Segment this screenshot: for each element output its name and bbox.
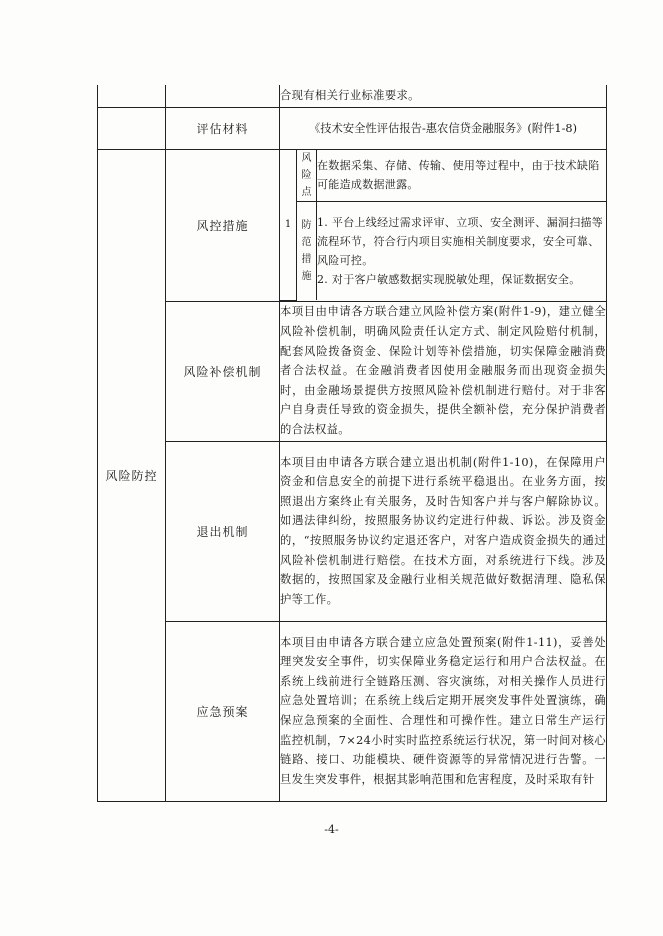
emergency-text: 本项目由申请各方联合建立应急处置预案(附件1-11)，妥善处理突发安全事件，切实保障业务稳定运行和用户合法权益。在系统上线前进行全链路压测、容灾演练，对相关操作人员进行应急处置培训；在系统上线后定期开展突发事件处置演练，确保应急预案的全面性、合理性和可操作性。建立日常生产运行监控机制，7×24小时实时监控系统运行状况，第一时间对核心链路、接口、功能模块、硬件资源等的异常情况进行告警。一旦发生突发事件，根据其影响范围和危害程度，及时采取有针 bbox=[280, 621, 607, 801]
inner-row bbox=[280, 201, 606, 300]
table-row bbox=[98, 149, 607, 301]
emergency-label: 应急预案 bbox=[166, 621, 280, 801]
table-row bbox=[98, 621, 607, 801]
eval-value: 《技术安全性评估报告-惠农信贷金融服务》(附件1-8) bbox=[280, 107, 607, 149]
table-row bbox=[98, 85, 607, 107]
eval-label: 评估材料 bbox=[166, 107, 280, 149]
risk-number: 1 bbox=[280, 150, 297, 301]
prevention-text-2: 2. 对于客户敏感数据实现脱敏处理，保证数据安全。 bbox=[317, 272, 581, 286]
risk-control-label: 风控措施 bbox=[166, 149, 280, 301]
risk-point-label: 风险点 bbox=[301, 152, 312, 198]
page-number: -4- bbox=[324, 823, 339, 836]
risk-control-cell bbox=[280, 149, 607, 301]
compensation-text: 本项目由申请各方联合建立风险补偿方案(附件1-9)，建立健全风险补偿机制，明确风险责任认定方式、制定风险赔付机制，配套风险拨备资金、保险计划等补偿措施，切实保障金融消费者合法权益。在金融消费者因使用金融服务而出现资金损失时，由金融场景提供方按照风险补偿机制进行赔付。对于非客户自身责任导致的资金损失，提供全额补偿，充分保护消费者的合法权益。 bbox=[280, 301, 607, 441]
table-row bbox=[98, 301, 607, 441]
inner-row bbox=[280, 150, 606, 202]
risk-control-inner-table bbox=[280, 150, 606, 301]
section-label: 风险防控 bbox=[98, 149, 166, 801]
table-row bbox=[98, 107, 607, 149]
risk-point-text: 在数据采集、存储、传输、使用等过程中，由于技术缺陷可能造成数据泄露。 bbox=[317, 150, 607, 202]
compensation-label: 风险补偿机制 bbox=[166, 301, 280, 441]
prevention-label: 防范措施 bbox=[301, 219, 312, 282]
exit-text: 本项目由申请各方联合建立退出机制(附件1-10)，在保障用户资金和信息安全的前提下进行系统平稳退出。在业务方面，按照退出方案终止有关服务，及时告知客户并与客户解除协议。如遇法律纠纷，按照服务协议约定进行仲裁、诉讼。涉及资金的，“按照服务协议约定退还客户，对客户造成资金损失的通过风险补偿机制进行赔偿。在技术方面，对系统进行下线。涉及数据的，按照国家及金融行业相关规范做好数据清理、隐私保护等工作。 bbox=[280, 441, 607, 621]
table-row bbox=[98, 441, 607, 621]
risk-table bbox=[97, 85, 607, 802]
top-text: 合现有相关行业标准要求。 bbox=[280, 85, 607, 107]
prevention-text-1: 1. 平台上线经过需求评审、立项、安全测评、漏洞扫描等流程环节，符合行内项目实施相关制度要求，安全可靠、风险可控。 bbox=[317, 215, 604, 267]
exit-label: 退出机制 bbox=[166, 441, 280, 621]
